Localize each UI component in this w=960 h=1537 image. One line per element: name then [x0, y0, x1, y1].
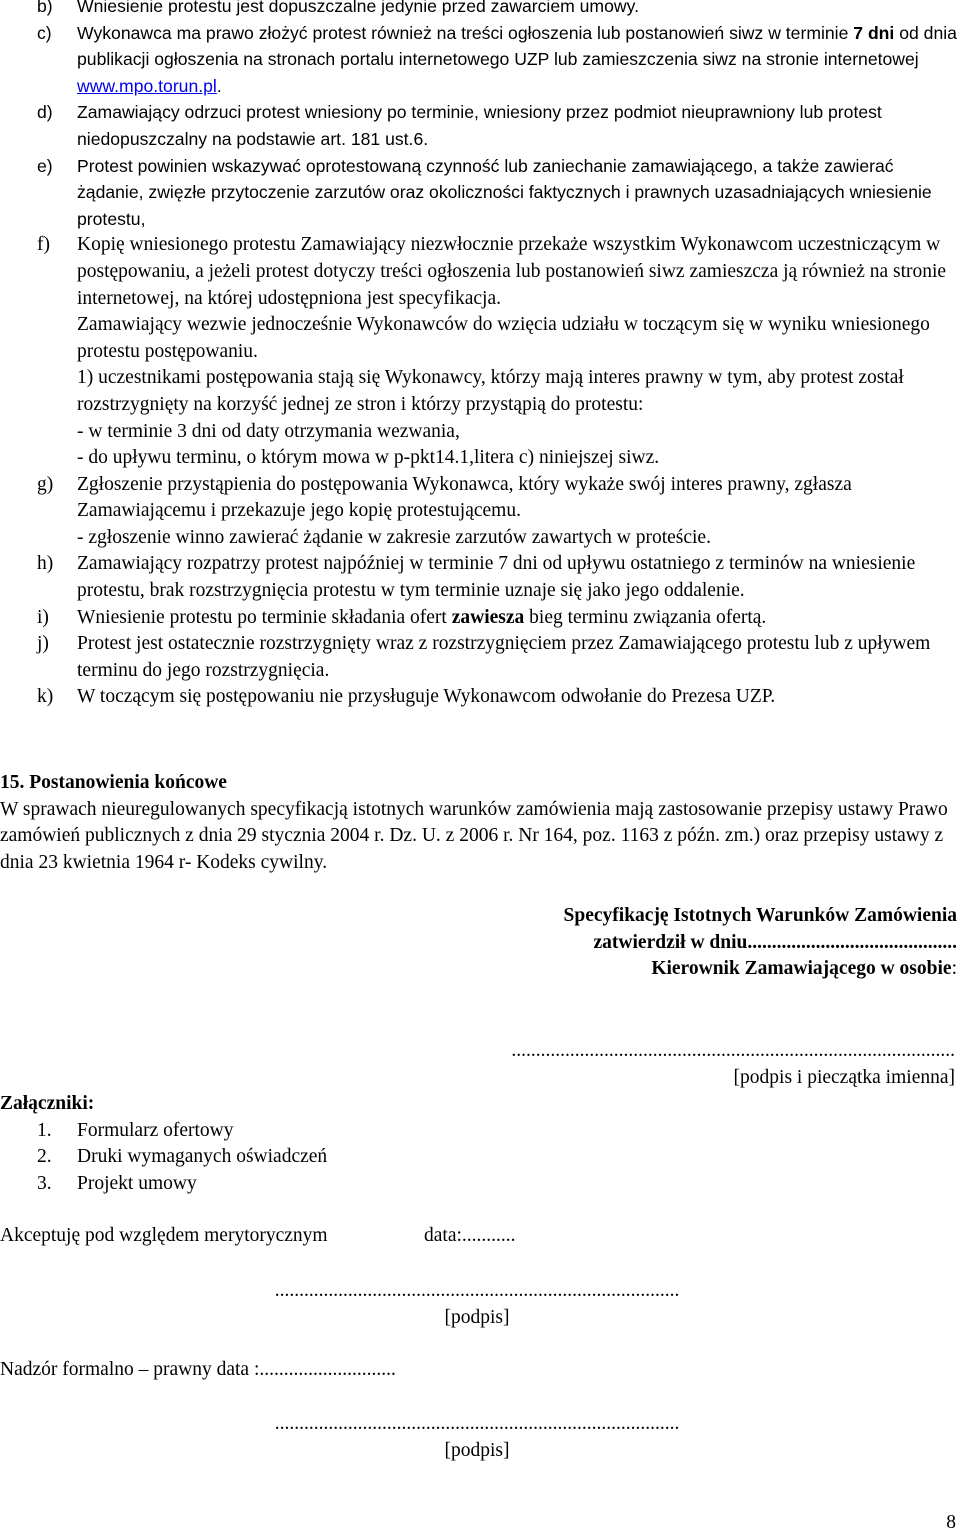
- item-text: Zamawiający wezwie jednocześnie Wykonawców do wzięcia udziału w toczącym się w wyniku wniesionego protestu postępowaniu.: [77, 314, 930, 362]
- item-text-part: bieg terminu związania ofertą.: [524, 606, 767, 628]
- list-item-b: [0, 0, 958, 20]
- item-text-part: .: [216, 75, 222, 96]
- approval-text: Kierownik Zamawiającego w osobie: [651, 958, 952, 980]
- item-marker: g): [37, 473, 54, 495]
- approval-line: Specyfikację Istotnych Warunków Zamówienia: [563, 905, 957, 926]
- item-marker: e): [37, 155, 53, 176]
- list-item-k: [0, 684, 958, 711]
- item-marker: j): [37, 633, 49, 655]
- item-text-part: od dnia publikacji ogłoszenia na stronach portalu internetowego UZP lub zamieszczenia siwz na stronie internetowej: [77, 22, 957, 70]
- signature-dots: ...................................................................................: [274, 1413, 680, 1434]
- item-number: 1.: [37, 1119, 52, 1141]
- item-text: Zamawiający rozpatrzy protest najpóźniej w terminie 7 dni od upływu ostatniego z terminów na wniesienie protestu, brak rozstrzygnięcia protestu w tym terminie uznaje się jako jego oddalenie.: [77, 553, 916, 602]
- list-item-f: [0, 232, 958, 471]
- section-body: W sprawach nieuregulowanych specyfikacją istotnych warunków zamówienia mają zastosowanie przepisy ustawy Prawo zamówień publicznych z dnia 29 stycznia 2004 r. Dz. U. z 2006 r. Nr 164, poz. 1163 z późn. zm.) oraz przepisy ustawy z dnia 23 kwietnia 1964 r- Kodeks cywilny.: [0, 798, 948, 873]
- merit-date: data:...........: [424, 1225, 516, 1246]
- protest-rules-list: [0, 0, 958, 711]
- item-text: - do upływu terminu, o którym mowa w p-pkt14.1,litera c) niniejszej siwz.: [77, 447, 660, 469]
- list-item-j: [0, 631, 958, 684]
- item-marker: h): [37, 553, 54, 575]
- list-item-c: [0, 20, 958, 100]
- approval-colon: :: [951, 958, 957, 980]
- item-text: Kopię wniesionego protestu Zamawiający niezwłocznie przekaże wszystkim Wykonawcom uczestniczącym w postępowaniu, a jeżeli protest dotyczy treści ogłoszenia lub postanowień siwz zamieszcza ją również na stronie internetowej, na której udostępniona jest specyfikacja.: [77, 234, 947, 309]
- list-item-h: [0, 551, 958, 604]
- item-marker: b): [37, 0, 53, 16]
- signature-block: [300, 1038, 955, 1091]
- item-text: Zamawiający odrzuci protest wniesiony po terminie, wniesiony przez podmiot nieuprawniony lub protest niedopuszczalny na podstawie art. 181 ust.6.: [77, 102, 882, 149]
- merit-signature: [252, 1278, 702, 1331]
- item-text: Wniesienie protestu jest dopuszczalne jedynie przed zawarciem umowy.: [77, 0, 639, 16]
- list-item-d: [0, 99, 958, 152]
- item-text: - zgłoszenie winno zawierać żądanie w zakresie zarzutów zawartych w proteście.: [77, 526, 711, 548]
- signature-dots: ...........................................................................................: [511, 1040, 955, 1061]
- item-text: [77, 20, 958, 100]
- final-provisions-section: [0, 770, 958, 876]
- item-text-part: Wniesienie protestu po terminie składania ofert: [77, 606, 452, 628]
- item-marker: k): [37, 686, 54, 708]
- page-number: 8: [946, 1512, 956, 1533]
- item-text: Zgłoszenie przystąpienia do postępowania Wykonawca, który wykaże swój interes prawny, zgłasza Zamawiającemu i przekazuje jego kopię protestującemu.: [77, 473, 852, 522]
- attachments-section: [0, 1091, 600, 1197]
- website-link[interactable]: www.mpo.torun.pl: [77, 75, 217, 96]
- item-text: Protest jest ostatecznie rozstrzygnięty wraz z rozstrzygnięciem przez Zamawiającego protestu lub z upływem terminu do jego rozstrzygnięcia.: [77, 633, 931, 681]
- item-marker: c): [37, 22, 52, 43]
- signature-caption: [podpis]: [444, 1306, 510, 1328]
- signature-caption: [podpis i pieczątka imienna]: [733, 1066, 955, 1088]
- item-text-part: Wykonawca ma prawo złożyć protest również na treści ogłoszenia lub postanowień siwz w terminie: [77, 22, 854, 43]
- item-label: Formularz ofertowy: [77, 1119, 234, 1141]
- item-text: [77, 605, 958, 632]
- attachment-item: [0, 1171, 600, 1198]
- approval-line: [480, 956, 957, 983]
- deadline-emphasis: 7 dni: [853, 22, 895, 43]
- item-number: 3.: [37, 1172, 52, 1194]
- list-item-i: [0, 605, 958, 632]
- item-marker: i): [37, 606, 49, 628]
- item-text: - w terminie 3 dni od daty otrzymania wezwania,: [77, 420, 460, 442]
- item-text: Protest powinien wskazywać oprotestowaną czynność lub zaniechanie zamawiającego, a także zawierać żądanie, zwięzłe przytoczenie zarzutów oraz okoliczności faktycznych i prawnych uzasadniających wniesienie protestu,: [77, 155, 932, 229]
- section-heading: 15. Postanowienia końcowe: [0, 772, 227, 793]
- merit-acceptance-label: Akceptuję pod względem merytorycznym: [0, 1225, 328, 1246]
- item-text: 1) uczestnikami postępowania stają się Wykonawcy, którzy mają interes prawny w tym, aby protest został rozstrzygnięty na korzyść jednej ze stron i którzy przystąpią do protestu:: [77, 367, 904, 415]
- item-marker: f): [37, 234, 50, 256]
- attachments-list: [0, 1118, 600, 1198]
- attachment-item: [0, 1118, 600, 1145]
- item-number: 2.: [37, 1146, 52, 1168]
- signature-dots: ...................................................................................: [274, 1280, 680, 1301]
- attachment-item: [0, 1144, 600, 1171]
- approval-block: [480, 903, 957, 983]
- list-item-e: [0, 153, 958, 233]
- suspends-emphasis: zawiesza: [451, 606, 525, 628]
- signature-caption: [podpis]: [444, 1439, 510, 1461]
- formal-supervision-label: Nadzór formalno – prawny data :............................: [0, 1359, 396, 1380]
- attachments-heading: Załączniki:: [0, 1093, 95, 1114]
- item-label: Projekt umowy: [77, 1172, 197, 1194]
- item-label: Druki wymaganych oświadczeń: [77, 1146, 328, 1168]
- item-text: W toczącym się postępowaniu nie przysługuje Wykonawcom odwołanie do Prezesa UZP.: [77, 686, 776, 708]
- item-marker: d): [37, 102, 53, 123]
- list-item-g: [0, 472, 958, 552]
- approval-line: zatwierdził w dniu...........................................: [593, 931, 957, 953]
- formal-signature: [252, 1411, 702, 1464]
